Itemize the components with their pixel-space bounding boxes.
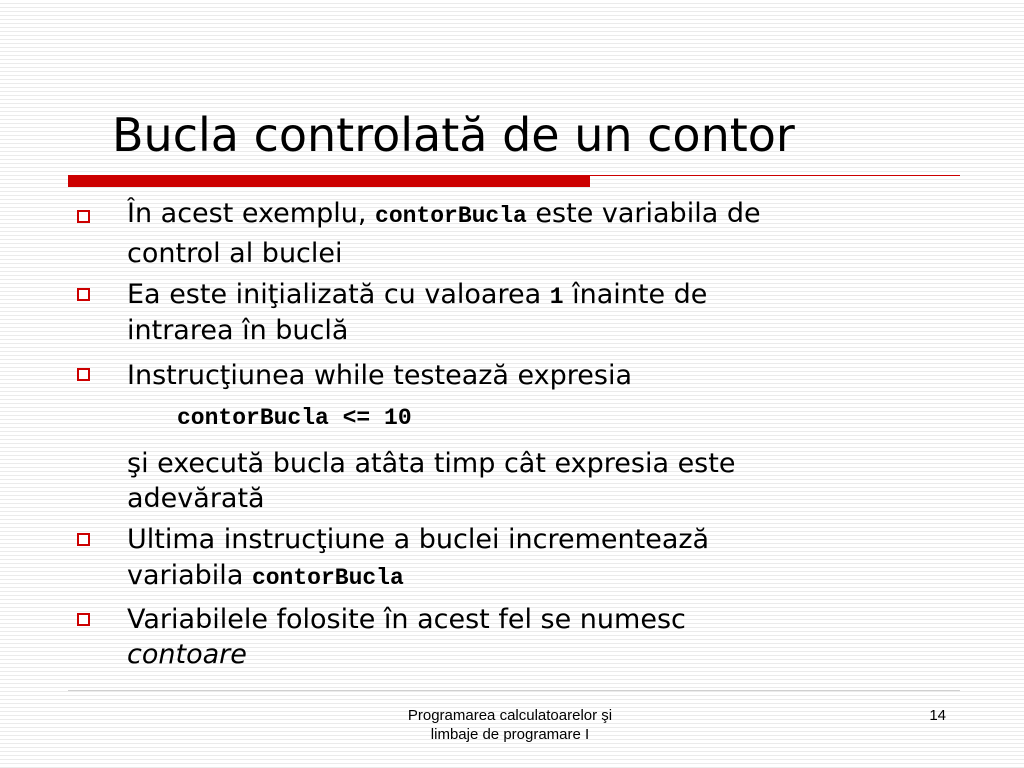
code-expression: contorBucla <= 10	[177, 405, 412, 431]
hollow-square-icon	[77, 533, 90, 546]
footer-divider	[68, 690, 960, 691]
footer-course-line-1: Programarea calculatoarelor şi	[407, 707, 613, 724]
bullet-2-line-1: Ea este iniţializată cu valoarea 1 înainte de	[127, 279, 708, 310]
hollow-square-icon	[77, 210, 90, 223]
bullet-1-line-2: control al buclei	[127, 238, 343, 269]
bullet-1-line-1: În acest exemplu, contorBucla este variabila de	[127, 198, 761, 229]
bullet-5-line-2: contoare	[127, 639, 247, 670]
code-contorBucla: contorBucla	[251, 565, 404, 591]
bullet-2-line-2: intrarea în buclă	[127, 315, 349, 346]
code-value-one: 1	[549, 284, 564, 310]
bullet-4-line-2: variabila contorBucla	[127, 560, 404, 591]
bullet-3-line-1: Instrucţiunea while testează expresia	[127, 360, 633, 391]
hollow-square-icon	[77, 613, 90, 626]
bullet-5-line-1: Variabilele folosite în acest fel se numesc	[127, 604, 686, 635]
hollow-square-icon	[77, 288, 90, 301]
code-contorBucla: contorBucla	[375, 203, 527, 229]
bullet-3-line-4: adevărată	[127, 483, 265, 514]
bullet-4-line-1: Ultima instrucţiune a buclei incrementează	[127, 524, 710, 555]
footer-course-title	[330, 706, 690, 744]
footer-course-line-2: limbaje de programare I	[430, 726, 590, 743]
slide-title: Bucla controlată de un contor	[112, 108, 795, 162]
hollow-square-icon	[77, 368, 90, 381]
page-number: 14	[929, 707, 946, 724]
bullet-3-line-3: şi execută bucla atâta timp cât expresia este	[127, 448, 736, 479]
